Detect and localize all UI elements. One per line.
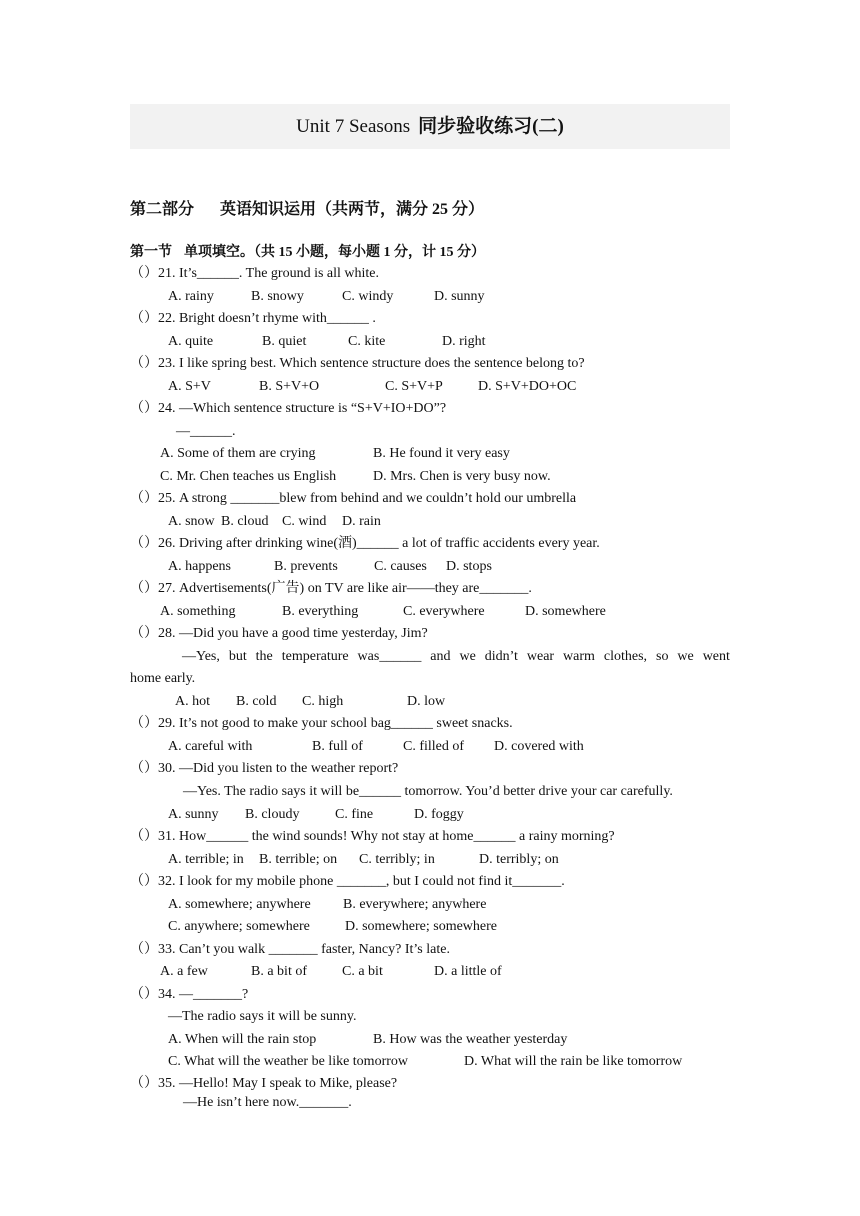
q28-answer-word: —Yes, [182,649,220,664]
q28-answer-word: warm [563,649,595,664]
question-30-stem: （）30. —Did you listen to the weather report? [130,761,399,776]
q21-option-b: B. snowy [251,289,304,304]
q22-option-b: B. quiet [262,334,307,349]
q23-option-c: C. S+V+P [385,379,443,394]
q25-option-c: C. wind [282,514,327,529]
title-chinese: 同步验收练习(二) [418,116,564,137]
part-name: 英语知识运用（共两节，满分 25 分） [220,201,485,218]
q24-option-a: A. Some of them are crying [160,446,316,461]
q27-option-c: C. everywhere [403,604,485,619]
q31-option-a: A. terrible; in [168,852,244,867]
q24-option-c: C. Mr. Chen teaches us English [160,469,337,484]
q28-option-c: C. high [302,694,344,709]
q21-option-a: A. rainy [168,289,214,304]
part-number: 第二部分 [130,201,195,218]
question-27-stem: （）27. Advertisements(广告) on TV are like air——they are_______. [130,581,532,596]
q29-option-d: D. covered with [494,739,584,754]
q28-answer-word: the [255,649,273,664]
q24-option-d: D. Mrs. Chen is very busy now. [373,469,551,484]
q23-option-a: A. S+V [168,379,211,394]
q35-answer-line: —He isn’t here now._______. [183,1095,352,1110]
q28-answer-word: didn’t [484,649,518,664]
question-21-stem: （）21. It’s______. The ground is all white. [130,266,379,281]
q32-option-b: B. everywhere; anywhere [343,897,487,912]
question-23-stem: （）23. I like spring best. Which sentence structure does the sentence belong to? [130,356,585,371]
section-number: 第一节 [130,245,172,260]
q27-option-b: B. everything [282,604,359,619]
q25-option-b: B. cloud [221,514,269,529]
q34-option-b: B. How was the weather yesterday [373,1032,568,1047]
q29-option-a: A. careful with [168,739,253,754]
q23-option-d: D. S+V+DO+OC [478,379,577,394]
q21-option-d: D. sunny [434,289,485,304]
q33-option-b: B. a bit of [251,964,307,979]
q30-option-a: A. sunny [168,807,219,822]
question-31-stem: （）31. How______ the wind sounds! Why not stay at home______ a rainy morning? [130,829,615,844]
q34-option-a: A. When will the rain stop [168,1032,317,1047]
question-28-stem: （）28. —Did you have a good time yesterday, Jim? [130,626,428,641]
q31-option-c: C. terribly; in [359,852,435,867]
q28-answer-word: we [459,649,476,664]
q23-option-b: B. S+V+O [259,379,320,394]
title-banner [130,104,730,149]
section-heading [130,241,485,261]
q22-option-c: C. kite [348,334,386,349]
q26-option-b: B. prevents [274,559,338,574]
question-26-stem: （）26. Driving after drinking wine(酒)______ a lot of traffic accidents every year. [130,536,600,551]
q28-answer-line-2: home early. [130,671,196,686]
q21-option-c: C. windy [342,289,394,304]
q27-option-a: A. something [160,604,236,619]
q28-answer-word: clothes, [603,649,648,664]
q31-option-b: B. terrible; on [259,852,338,867]
question-24-stem: （）24. —Which sentence structure is “S+V+IO+DO”? [130,401,447,416]
q28-option-d: D. low [407,694,446,709]
question-32-stem: （）32. I look for my mobile phone _______, but I could not find it_______. [130,874,565,889]
q24-option-b: B. He found it very easy [373,446,510,461]
q33-option-c: C. a bit [342,964,383,979]
q29-option-b: B. full of [312,739,363,754]
question-33-stem: （）33. Can’t you walk _______ faster, Nancy? It’s late. [130,942,450,957]
q26-option-c: C. causes [374,559,427,574]
q22-option-d: D. right [442,334,486,349]
q26-option-a: A. happens [168,559,231,574]
question-25-stem: （）25. A strong _______blew from behind and we couldn’t hold our umbrella [130,491,577,506]
q22-option-a: A. quite [168,334,214,349]
q30-option-d: D. foggy [414,807,464,822]
q28-answer-word: but [228,649,247,664]
q33-option-a: A. a few [160,964,208,979]
q33-option-d: D. a little of [434,964,502,979]
q27-option-d: D. somewhere [525,604,606,619]
q28-answer-word: temperature [281,649,349,664]
q31-option-d: D. terribly; on [479,852,559,867]
q30-option-c: C. fine [335,807,374,822]
q28-option-a: A. hot [175,694,210,709]
q28-answer-word: and [430,649,451,664]
question-29-stem: （）29. It’s not good to make your school bag______ sweet snacks. [130,716,513,731]
question-35-stem: （）35. —Hello! May I speak to Mike, please? [130,1076,398,1091]
q28-answer-line [182,648,730,666]
q28-answer-word: wear [526,649,555,664]
q25-option-d: D. rain [342,514,381,529]
q34-option-c: C. What will the weather be like tomorrow [168,1054,409,1069]
title-english: Unit 7 Seasons [296,116,411,137]
q26-option-d: D. stops [446,559,492,574]
q28-option-b: B. cold [236,694,277,709]
q25-option-a: A. snow [168,514,215,529]
q32-option-a: A. somewhere; anywhere [168,897,311,912]
question-22-stem: （）22. Bright doesn’t rhyme with______ . [130,311,376,326]
q28-answer-word: so [656,649,669,664]
q28-answer-word: went [702,649,730,664]
q34-answer-line: —The radio says it will be sunny. [168,1009,357,1024]
q30-answer-line: —Yes. The radio says it will be______ tomorrow. You’d better drive your car carefully. [183,784,673,799]
q24-answer-line: —______. [176,424,236,439]
q29-option-c: C. filled of [403,739,465,754]
q32-option-c: C. anywhere; somewhere [168,919,310,934]
q32-option-d: D. somewhere; somewhere [345,919,498,934]
q30-option-b: B. cloudy [245,807,300,822]
part-heading [130,196,484,219]
section-name: 单项填空。（共 15 小题，每小题 1 分，计 15 分） [184,245,485,260]
q28-answer-word: was______ [357,649,422,664]
q28-answer-word: we [677,649,694,664]
question-34-stem: （）34. —_______? [130,987,249,1002]
q34-option-d: D. What will the rain be like tomorrow [464,1054,683,1069]
